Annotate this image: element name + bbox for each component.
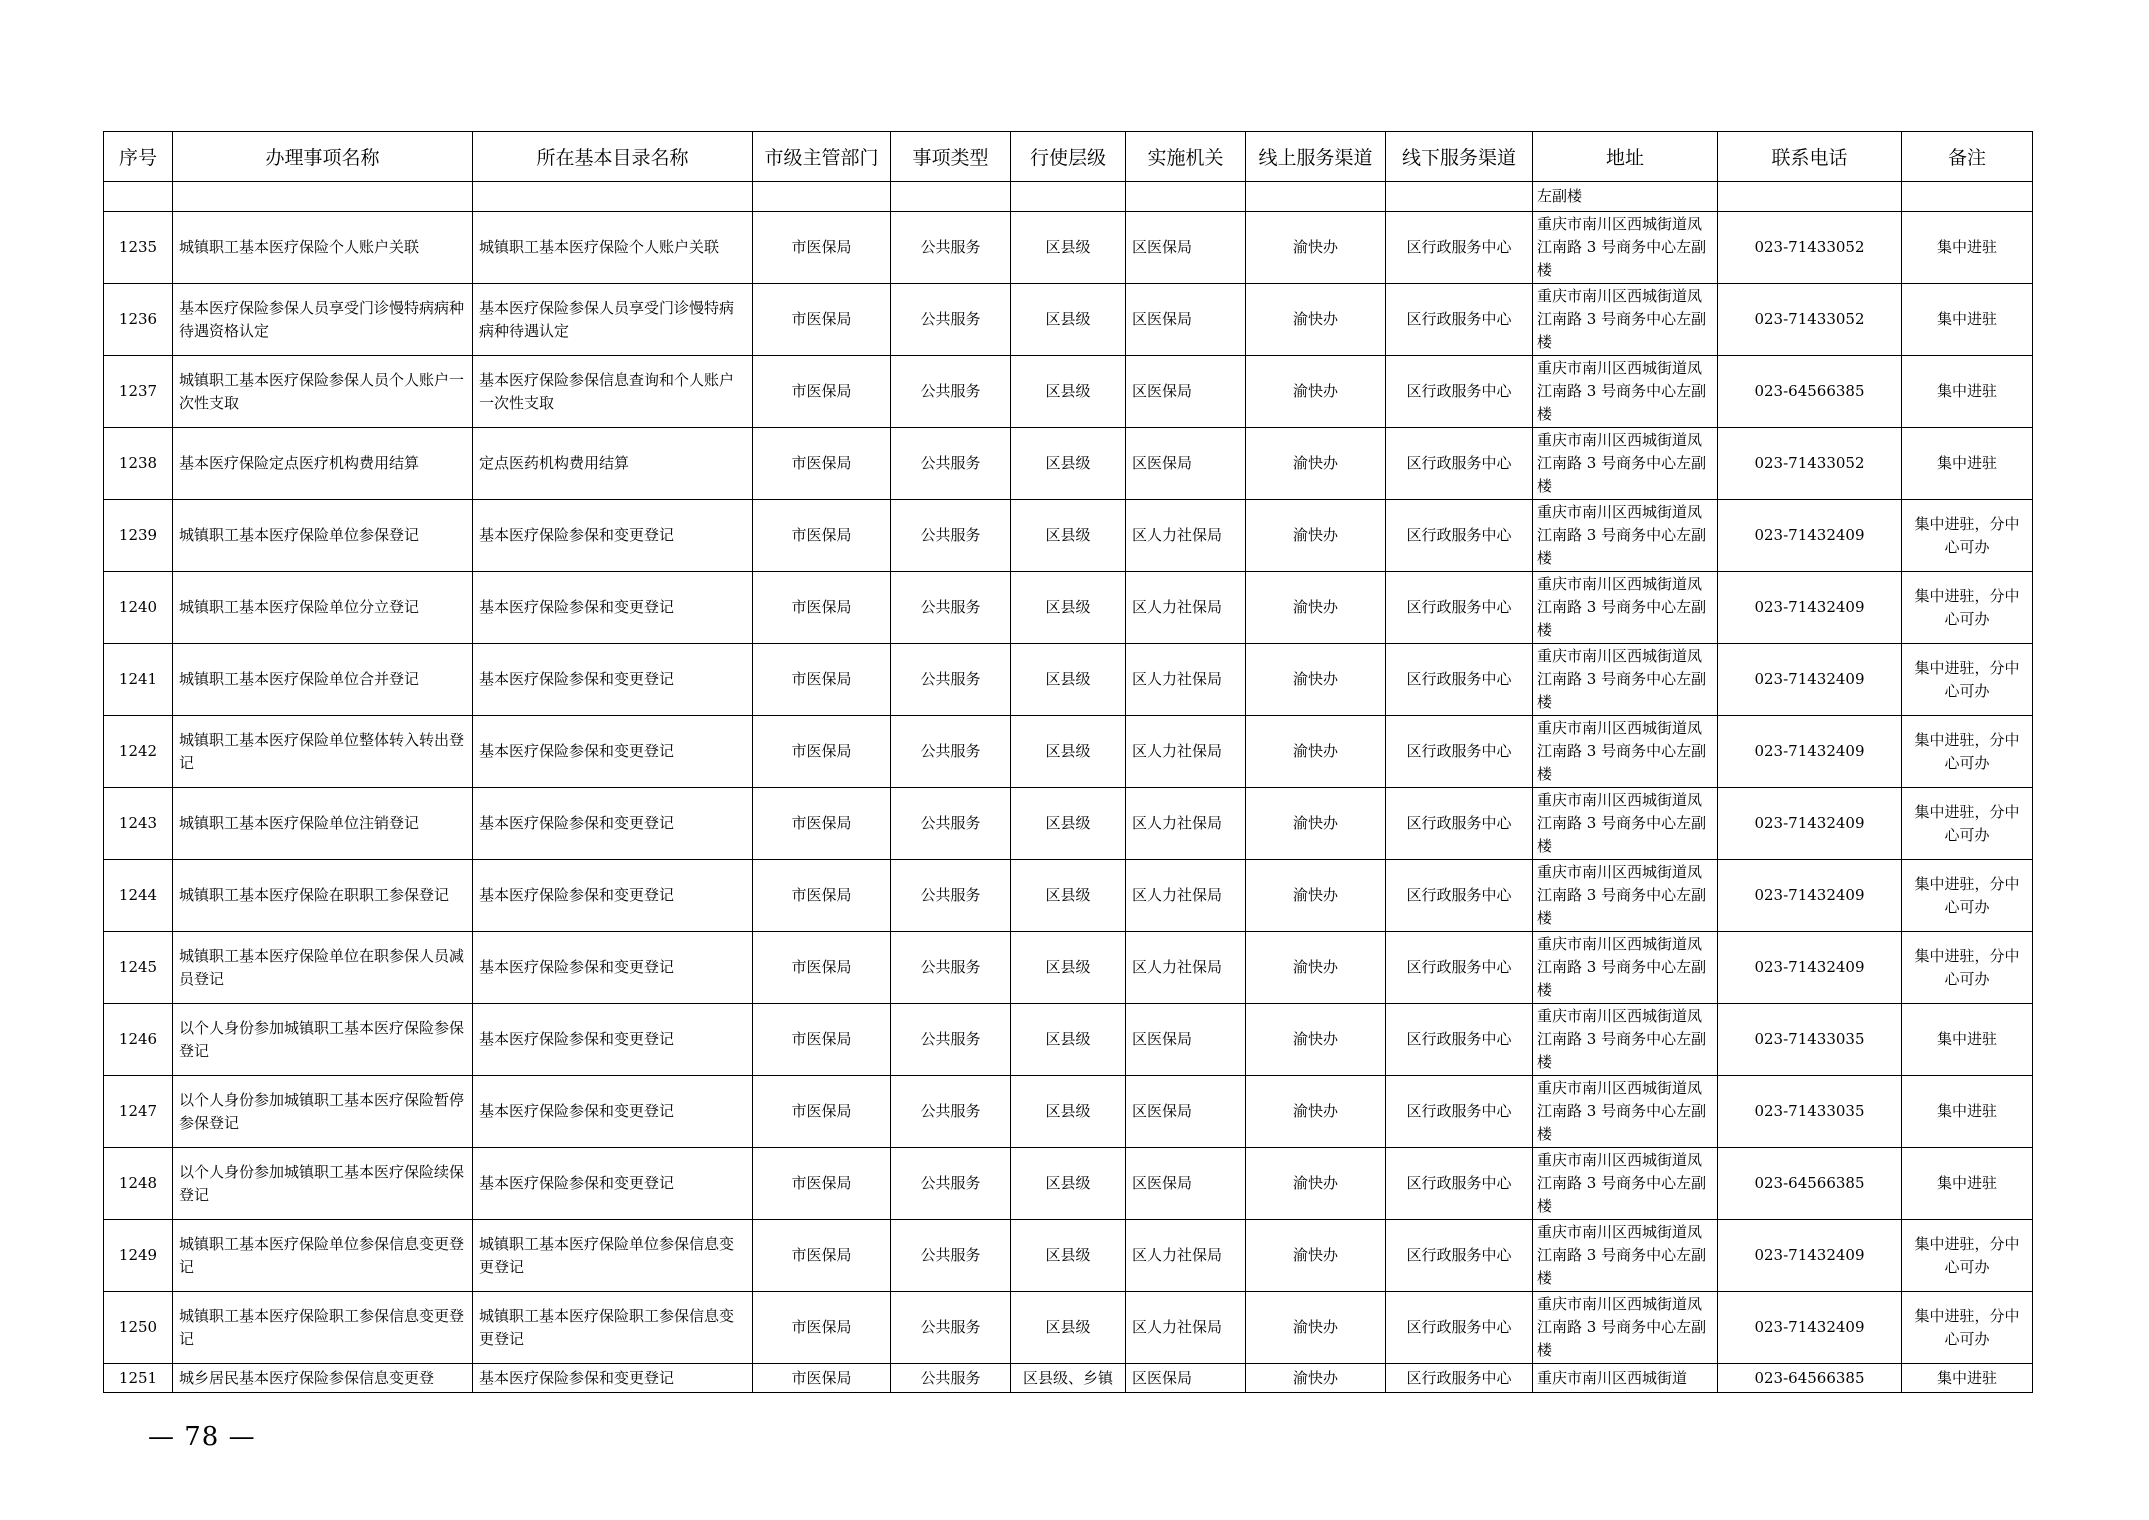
column-header: 行使层级 [1011, 132, 1126, 182]
cell-name [173, 182, 473, 212]
cell-name: 城镇职工基本医疗保险单位合并登记 [173, 644, 473, 716]
cell-offline: 区行政服务中心 [1386, 1364, 1533, 1393]
cell-phone: 023-71432409 [1718, 644, 1902, 716]
cell-address: 重庆市南川区西城街道凤江南路 3 号商务中心左副楼 [1533, 1220, 1718, 1292]
cell-department: 市医保局 [753, 212, 891, 284]
cell-agency: 区人力社保局 [1126, 644, 1246, 716]
cell-department [753, 182, 891, 212]
cell-department: 市医保局 [753, 1004, 891, 1076]
cell-agency: 区医保局 [1126, 284, 1246, 356]
column-header: 联系电话 [1718, 132, 1902, 182]
cell-type: 公共服务 [891, 1004, 1011, 1076]
cell-agency: 区人力社保局 [1126, 572, 1246, 644]
cell-phone: 023-64566385 [1718, 1364, 1902, 1393]
cell-online: 渝快办 [1246, 932, 1386, 1004]
cell-type: 公共服务 [891, 1148, 1011, 1220]
cell-remark: 集中进驻，分中心可办 [1902, 788, 2033, 860]
cell-address: 重庆市南川区西城街道 [1533, 1364, 1718, 1393]
cell-no: 1238 [104, 428, 173, 500]
cell-type: 公共服务 [891, 284, 1011, 356]
cell-name: 城镇职工基本医疗保险参保人员个人账户一次性支取 [173, 356, 473, 428]
table-row [104, 1220, 2033, 1292]
cell-type: 公共服务 [891, 356, 1011, 428]
cell-address: 重庆市南川区西城街道凤江南路 3 号商务中心左副楼 [1533, 644, 1718, 716]
cell-phone: 023-71433052 [1718, 428, 1902, 500]
cell-name: 城镇职工基本医疗保险单位整体转入转出登记 [173, 716, 473, 788]
cell-address: 重庆市南川区西城街道凤江南路 3 号商务中心左副楼 [1533, 1076, 1718, 1148]
cell-directory: 基本医疗保险参保和变更登记 [473, 788, 753, 860]
cell-department: 市医保局 [753, 572, 891, 644]
cell-no: 1250 [104, 1292, 173, 1364]
column-header: 备注 [1902, 132, 2033, 182]
cell-phone: 023-71433035 [1718, 1004, 1902, 1076]
cell-directory: 城镇职工基本医疗保险个人账户关联 [473, 212, 753, 284]
table-row [104, 1292, 2033, 1364]
cell-address: 重庆市南川区西城街道凤江南路 3 号商务中心左副楼 [1533, 572, 1718, 644]
cell-remark: 集中进驻，分中心可办 [1902, 1292, 2033, 1364]
cell-phone: 023-71432409 [1718, 500, 1902, 572]
column-header: 地址 [1533, 132, 1718, 182]
cell-online: 渝快办 [1246, 572, 1386, 644]
table-row [104, 1148, 2033, 1220]
table-row [104, 356, 2033, 428]
cell-level: 区县级 [1011, 1148, 1126, 1220]
cell-address: 左副楼 [1533, 182, 1718, 212]
cell-type: 公共服务 [891, 1364, 1011, 1393]
cell-no: 1244 [104, 860, 173, 932]
cell-type [891, 182, 1011, 212]
cell-address: 重庆市南川区西城街道凤江南路 3 号商务中心左副楼 [1533, 1292, 1718, 1364]
cell-offline: 区行政服务中心 [1386, 1148, 1533, 1220]
cell-name: 以个人身份参加城镇职工基本医疗保险续保登记 [173, 1148, 473, 1220]
cell-name: 城乡居民基本医疗保险参保信息变更登 [173, 1364, 473, 1393]
cell-name: 基本医疗保险定点医疗机构费用结算 [173, 428, 473, 500]
column-header: 序号 [104, 132, 173, 182]
cell-department: 市医保局 [753, 716, 891, 788]
cell-online: 渝快办 [1246, 500, 1386, 572]
cell-remark: 集中进驻，分中心可办 [1902, 932, 2033, 1004]
cell-level: 区县级 [1011, 212, 1126, 284]
cell-offline: 区行政服务中心 [1386, 716, 1533, 788]
cell-agency: 区人力社保局 [1126, 1220, 1246, 1292]
cell-address: 重庆市南川区西城街道凤江南路 3 号商务中心左副楼 [1533, 860, 1718, 932]
cell-online: 渝快办 [1246, 356, 1386, 428]
cell-online: 渝快办 [1246, 212, 1386, 284]
cell-remark: 集中进驻 [1902, 1004, 2033, 1076]
cell-level [1011, 182, 1126, 212]
cell-offline: 区行政服务中心 [1386, 428, 1533, 500]
cell-remark: 集中进驻 [1902, 1148, 2033, 1220]
cell-name: 以个人身份参加城镇职工基本医疗保险参保登记 [173, 1004, 473, 1076]
cell-no: 1235 [104, 212, 173, 284]
page-number: — 78 — [148, 1422, 256, 1452]
cell-department: 市医保局 [753, 644, 891, 716]
cell-no: 1246 [104, 1004, 173, 1076]
cell-name: 以个人身份参加城镇职工基本医疗保险暂停参保登记 [173, 1076, 473, 1148]
cell-offline: 区行政服务中心 [1386, 860, 1533, 932]
cell-online: 渝快办 [1246, 428, 1386, 500]
cell-level: 区县级 [1011, 932, 1126, 1004]
cell-directory: 定点医药机构费用结算 [473, 428, 753, 500]
cell-name: 城镇职工基本医疗保险单位在职参保人员减员登记 [173, 932, 473, 1004]
cell-department: 市医保局 [753, 860, 891, 932]
cell-level: 区县级 [1011, 716, 1126, 788]
cell-agency: 区人力社保局 [1126, 716, 1246, 788]
cell-address: 重庆市南川区西城街道凤江南路 3 号商务中心左副楼 [1533, 356, 1718, 428]
cell-remark: 集中进驻，分中心可办 [1902, 572, 2033, 644]
cell-no [104, 182, 173, 212]
cell-offline [1386, 182, 1533, 212]
cell-no: 1239 [104, 500, 173, 572]
cell-address: 重庆市南川区西城街道凤江南路 3 号商务中心左副楼 [1533, 212, 1718, 284]
cell-agency: 区医保局 [1126, 1148, 1246, 1220]
cell-name: 城镇职工基本医疗保险在职职工参保登记 [173, 860, 473, 932]
cell-department: 市医保局 [753, 284, 891, 356]
cell-directory: 基本医疗保险参保和变更登记 [473, 1148, 753, 1220]
cell-name: 城镇职工基本医疗保险个人账户关联 [173, 212, 473, 284]
cell-phone: 023-71432409 [1718, 860, 1902, 932]
cell-level: 区县级 [1011, 500, 1126, 572]
cell-agency: 区人力社保局 [1126, 1292, 1246, 1364]
cell-phone: 023-71433052 [1718, 212, 1902, 284]
cell-directory: 基本医疗保险参保和变更登记 [473, 572, 753, 644]
cell-level: 区县级 [1011, 644, 1126, 716]
cell-directory: 基本医疗保险参保和变更登记 [473, 1364, 753, 1393]
cell-no: 1237 [104, 356, 173, 428]
cell-online: 渝快办 [1246, 860, 1386, 932]
cell-directory: 基本医疗保险参保和变更登记 [473, 860, 753, 932]
cell-level: 区县级 [1011, 284, 1126, 356]
cell-online: 渝快办 [1246, 644, 1386, 716]
cell-remark: 集中进驻 [1902, 356, 2033, 428]
cell-offline: 区行政服务中心 [1386, 1076, 1533, 1148]
cell-directory: 基本医疗保险参保和变更登记 [473, 1076, 753, 1148]
cell-remark [1902, 182, 2033, 212]
cell-remark: 集中进驻 [1902, 428, 2033, 500]
table-row [104, 716, 2033, 788]
cell-no: 1236 [104, 284, 173, 356]
cell-remark: 集中进驻，分中心可办 [1902, 500, 2033, 572]
cell-level: 区县级 [1011, 428, 1126, 500]
cell-phone [1718, 182, 1902, 212]
cell-agency: 区医保局 [1126, 1364, 1246, 1393]
cell-directory: 基本医疗保险参保和变更登记 [473, 716, 753, 788]
cell-offline: 区行政服务中心 [1386, 932, 1533, 1004]
cell-phone: 023-71433035 [1718, 1076, 1902, 1148]
cell-no: 1245 [104, 932, 173, 1004]
cell-department: 市医保局 [753, 1148, 891, 1220]
cell-level: 区县级 [1011, 1220, 1126, 1292]
continued-row [104, 182, 2033, 212]
table-row [104, 788, 2033, 860]
cell-level: 区县级 [1011, 788, 1126, 860]
cell-phone: 023-71432409 [1718, 788, 1902, 860]
cell-offline: 区行政服务中心 [1386, 644, 1533, 716]
cell-directory: 基本医疗保险参保人员享受门诊慢特病病种待遇认定 [473, 284, 753, 356]
cell-department: 市医保局 [753, 500, 891, 572]
cell-department: 市医保局 [753, 932, 891, 1004]
cell-remark: 集中进驻，分中心可办 [1902, 716, 2033, 788]
cell-agency: 区人力社保局 [1126, 932, 1246, 1004]
table-row [104, 1076, 2033, 1148]
cell-department: 市医保局 [753, 1364, 891, 1393]
table-row [104, 500, 2033, 572]
cell-offline: 区行政服务中心 [1386, 1292, 1533, 1364]
cell-phone: 023-71432409 [1718, 932, 1902, 1004]
cell-type: 公共服务 [891, 644, 1011, 716]
cell-type: 公共服务 [891, 1076, 1011, 1148]
cell-level: 区县级 [1011, 1004, 1126, 1076]
cell-online: 渝快办 [1246, 1004, 1386, 1076]
cell-level: 区县级 [1011, 860, 1126, 932]
cell-offline: 区行政服务中心 [1386, 1220, 1533, 1292]
cell-remark: 集中进驻 [1902, 284, 2033, 356]
cell-agency: 区医保局 [1126, 212, 1246, 284]
cell-address: 重庆市南川区西城街道凤江南路 3 号商务中心左副楼 [1533, 1004, 1718, 1076]
cell-name: 城镇职工基本医疗保险单位参保信息变更登记 [173, 1220, 473, 1292]
cell-directory: 城镇职工基本医疗保险单位参保信息变更登记 [473, 1220, 753, 1292]
cell-name: 城镇职工基本医疗保险职工参保信息变更登记 [173, 1292, 473, 1364]
cell-department: 市医保局 [753, 428, 891, 500]
cell-online: 渝快办 [1246, 1148, 1386, 1220]
cell-remark: 集中进驻 [1902, 1076, 2033, 1148]
cell-address: 重庆市南川区西城街道凤江南路 3 号商务中心左副楼 [1533, 500, 1718, 572]
cell-no: 1240 [104, 572, 173, 644]
cell-offline: 区行政服务中心 [1386, 500, 1533, 572]
cell-offline: 区行政服务中心 [1386, 1004, 1533, 1076]
table-row [104, 212, 2033, 284]
cell-directory: 基本医疗保险参保信息查询和个人账户一次性支取 [473, 356, 753, 428]
cell-agency [1126, 182, 1246, 212]
cell-department: 市医保局 [753, 356, 891, 428]
cell-no: 1248 [104, 1148, 173, 1220]
table-row [104, 1004, 2033, 1076]
cell-remark: 集中进驻，分中心可办 [1902, 860, 2033, 932]
cell-agency: 区人力社保局 [1126, 788, 1246, 860]
cell-department: 市医保局 [753, 1292, 891, 1364]
cell-agency: 区人力社保局 [1126, 500, 1246, 572]
cell-online: 渝快办 [1246, 1364, 1386, 1393]
cell-online [1246, 182, 1386, 212]
cell-directory: 基本医疗保险参保和变更登记 [473, 932, 753, 1004]
cell-department: 市医保局 [753, 1220, 891, 1292]
cell-no: 1247 [104, 1076, 173, 1148]
cell-department: 市医保局 [753, 788, 891, 860]
cell-phone: 023-64566385 [1718, 1148, 1902, 1220]
table-row [104, 860, 2033, 932]
cell-name: 城镇职工基本医疗保险单位分立登记 [173, 572, 473, 644]
cell-type: 公共服务 [891, 500, 1011, 572]
cell-offline: 区行政服务中心 [1386, 284, 1533, 356]
cell-phone: 023-71432409 [1718, 716, 1902, 788]
cell-address: 重庆市南川区西城街道凤江南路 3 号商务中心左副楼 [1533, 284, 1718, 356]
cell-level: 区县级 [1011, 1292, 1126, 1364]
table-row [104, 644, 2033, 716]
cell-online: 渝快办 [1246, 284, 1386, 356]
cell-directory: 基本医疗保险参保和变更登记 [473, 1004, 753, 1076]
column-header: 线下服务渠道 [1386, 132, 1533, 182]
cell-no: 1243 [104, 788, 173, 860]
header-row [104, 132, 2033, 182]
service-items-table [103, 131, 2033, 1393]
table-row [104, 572, 2033, 644]
cell-directory: 基本医疗保险参保和变更登记 [473, 644, 753, 716]
cell-online: 渝快办 [1246, 788, 1386, 860]
cell-address: 重庆市南川区西城街道凤江南路 3 号商务中心左副楼 [1533, 932, 1718, 1004]
cell-phone: 023-71432409 [1718, 572, 1902, 644]
cell-level: 区县级、乡镇 [1011, 1364, 1126, 1393]
cell-address: 重庆市南川区西城街道凤江南路 3 号商务中心左副楼 [1533, 428, 1718, 500]
cell-remark: 集中进驻，分中心可办 [1902, 644, 2033, 716]
cell-agency: 区医保局 [1126, 1004, 1246, 1076]
cell-name: 城镇职工基本医疗保险单位参保登记 [173, 500, 473, 572]
cell-no: 1251 [104, 1364, 173, 1393]
cell-offline: 区行政服务中心 [1386, 212, 1533, 284]
cell-no: 1242 [104, 716, 173, 788]
cell-agency: 区医保局 [1126, 1076, 1246, 1148]
cell-address: 重庆市南川区西城街道凤江南路 3 号商务中心左副楼 [1533, 788, 1718, 860]
column-header: 所在基本目录名称 [473, 132, 753, 182]
cell-directory: 城镇职工基本医疗保险职工参保信息变更登记 [473, 1292, 753, 1364]
cell-online: 渝快办 [1246, 1292, 1386, 1364]
cell-remark: 集中进驻，分中心可办 [1902, 1220, 2033, 1292]
cell-online: 渝快办 [1246, 1220, 1386, 1292]
cell-level: 区县级 [1011, 356, 1126, 428]
cell-level: 区县级 [1011, 572, 1126, 644]
cell-agency: 区人力社保局 [1126, 860, 1246, 932]
cell-phone: 023-64566385 [1718, 356, 1902, 428]
column-header: 市级主管部门 [753, 132, 891, 182]
cell-offline: 区行政服务中心 [1386, 356, 1533, 428]
cell-offline: 区行政服务中心 [1386, 572, 1533, 644]
cell-type: 公共服务 [891, 860, 1011, 932]
cell-online: 渝快办 [1246, 1076, 1386, 1148]
table-row [104, 428, 2033, 500]
column-header: 办理事项名称 [173, 132, 473, 182]
cell-directory [473, 182, 753, 212]
cell-online: 渝快办 [1246, 716, 1386, 788]
cell-type: 公共服务 [891, 212, 1011, 284]
cell-phone: 023-71432409 [1718, 1220, 1902, 1292]
cell-phone: 023-71433052 [1718, 284, 1902, 356]
column-header: 实施机关 [1126, 132, 1246, 182]
cell-name: 城镇职工基本医疗保险单位注销登记 [173, 788, 473, 860]
table-row [104, 932, 2033, 1004]
cell-type: 公共服务 [891, 788, 1011, 860]
cell-phone: 023-71432409 [1718, 1292, 1902, 1364]
cell-level: 区县级 [1011, 1076, 1126, 1148]
cell-agency: 区医保局 [1126, 356, 1246, 428]
table-row [104, 1364, 2033, 1393]
cell-type: 公共服务 [891, 1220, 1011, 1292]
cell-offline: 区行政服务中心 [1386, 788, 1533, 860]
cell-remark: 集中进驻 [1902, 1364, 2033, 1393]
cell-type: 公共服务 [891, 716, 1011, 788]
cell-no: 1249 [104, 1220, 173, 1292]
cell-department: 市医保局 [753, 1076, 891, 1148]
cell-type: 公共服务 [891, 1292, 1011, 1364]
cell-type: 公共服务 [891, 572, 1011, 644]
column-header: 线上服务渠道 [1246, 132, 1386, 182]
cell-no: 1241 [104, 644, 173, 716]
column-header: 事项类型 [891, 132, 1011, 182]
table-row [104, 284, 2033, 356]
cell-name: 基本医疗保险参保人员享受门诊慢特病病种待遇资格认定 [173, 284, 473, 356]
cell-remark: 集中进驻 [1902, 212, 2033, 284]
cell-address: 重庆市南川区西城街道凤江南路 3 号商务中心左副楼 [1533, 716, 1718, 788]
cell-agency: 区医保局 [1126, 428, 1246, 500]
cell-directory: 基本医疗保险参保和变更登记 [473, 500, 753, 572]
cell-type: 公共服务 [891, 932, 1011, 1004]
cell-address: 重庆市南川区西城街道凤江南路 3 号商务中心左副楼 [1533, 1148, 1718, 1220]
cell-type: 公共服务 [891, 428, 1011, 500]
